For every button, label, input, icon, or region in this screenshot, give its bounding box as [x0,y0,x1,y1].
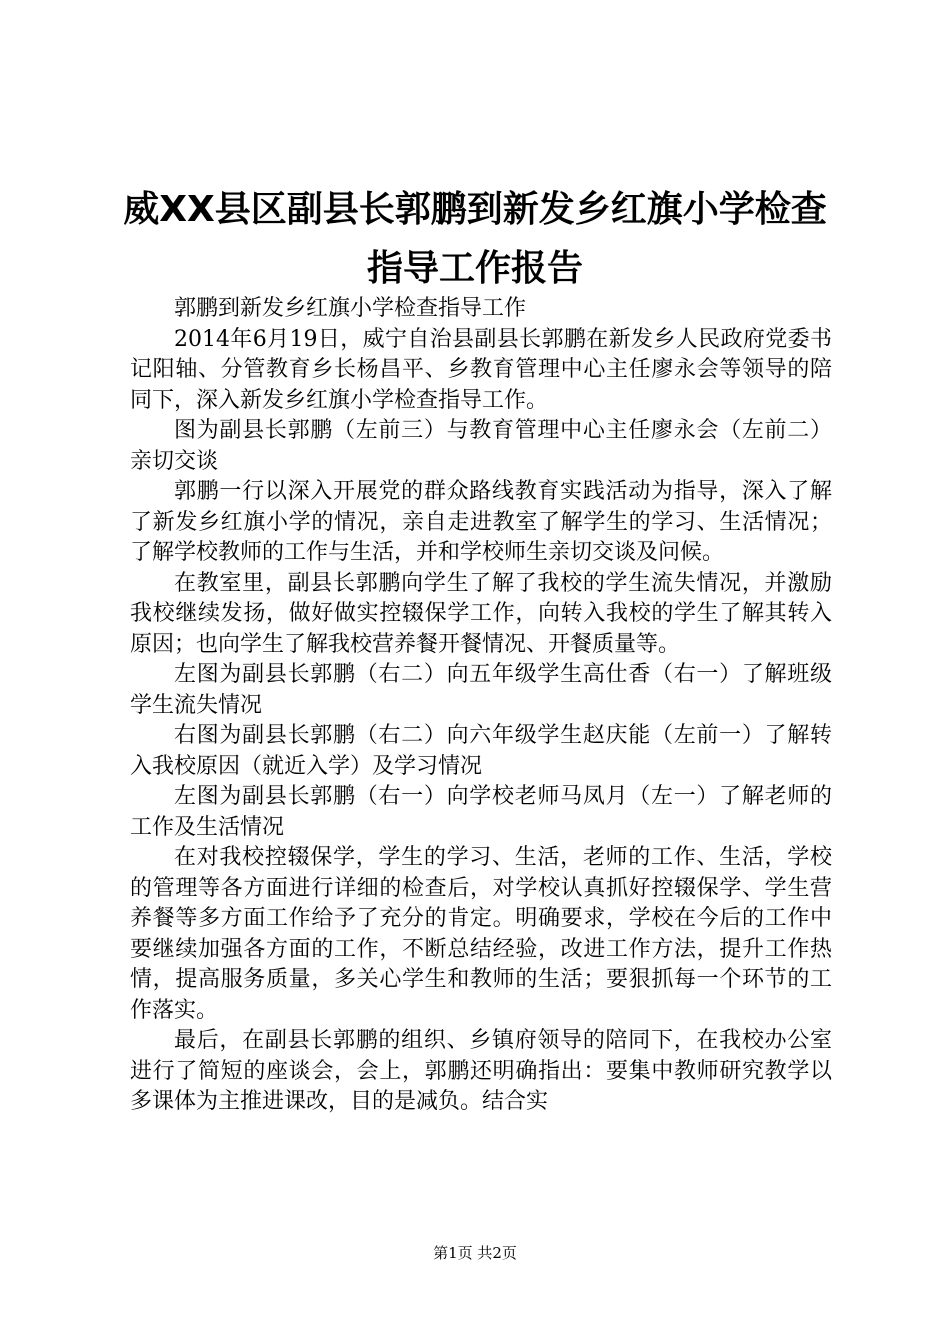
document-title-line-2: 指导工作报告 [366,248,583,289]
photo-caption: 左图为副县长郭鹏（右二）向五年级学生高仕香（右一）了解班级学生流失情况 [130,662,832,718]
paragraph: 最后，在副县长郭鹏的组织、乡镇府领导的陪同下，在我校办公室进行了简短的座谈会，会上，郭鹏还明确指出：要集中教师研究教学以多课体为主推进课改，目的是减负。结合实 [130,1028,832,1114]
paragraph: 2014年6月19日，威宁自治县副县长郭鹏在新发乡人民政府党委书记阳轴、分管教育乡长杨昌平、乡教育管理中心主任廖永会等领导的陪同下，深入新发乡红旗小学检查指导工作。 [130,326,832,413]
photo-caption: 图为副县长郭鹏（左前三）与教育管理中心主任廖永会（左前二）亲切交谈 [130,418,832,474]
paragraph: 郭鹏一行以深入开展党的群众路线教育实践活动为指导，深入了解了新发乡红旗小学的情况，亲自走进教室了解学生的学习、生活情况；了解学校教师的工作与生活，并和学校师生亲切交谈及问候。 [130,479,832,565]
photo-caption: 左图为副县长郭鹏（右一）向学校老师马凤月（左一）了解老师的工作及生活情况 [130,784,832,840]
paragraph: 郭鹏到新发乡红旗小学检查指导工作 [174,296,527,321]
paragraph: 在对我校控辍保学，学生的学习、生活，老师的工作、生活，学校的管理等各方面进行详细的检查后，对学校认真抓好控辍保学、学生营养餐等多方面工作给予了充分的肯定。明确要求，学校在今后的工作中要继续加强各方面的工作，不断总结经验，改进工作方法，提升工作热情，提高服务质量，多关心学生和教师的生活；要狠抓每一个环节的工作落实。 [130,845,832,1023]
page-number-footer: 第1页 共2页 [433,1244,517,1262]
document-body [130,294,832,1118]
paragraph: 在教室里，副县长郭鹏向学生了解了我校的学生流失情况，并激励我校继续发扬，做好做实控辍保学工作，向转入我校的学生了解其转入原因；也向学生了解我校营养餐开餐情况、开餐质量等。 [130,570,832,657]
photo-caption: 右图为副县长郭鹏（右二）向六年级学生赵庆能（左前一）了解转入我校原因（就近入学）及学习情况 [130,723,832,779]
document-title-line-1: 威XX县区副县长郭鹏到新发乡红旗小学检查 [123,189,827,230]
